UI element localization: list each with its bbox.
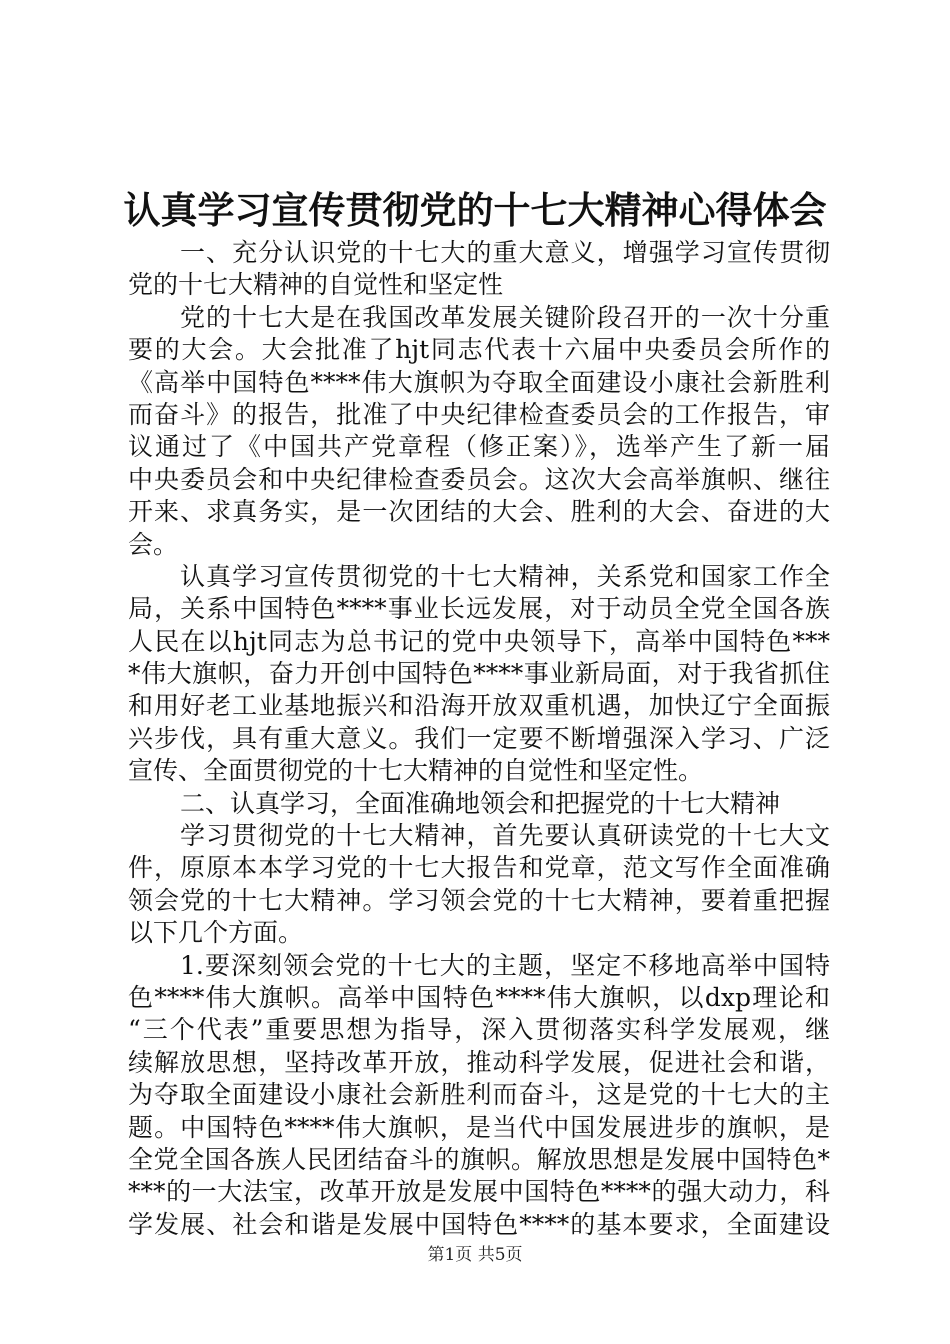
paragraph-line: *伟大旗帜，奋力开创中国特色****事业新局面，对于我省抓住 [128,659,830,689]
paragraph-line: 全党全国各族人民团结奋斗的旗帜。解放思想是发展中国特色* [128,1144,830,1174]
page-number: 第1页 共5页 [427,1245,523,1265]
paragraph-line: 为夺取全面建设小康社会新胜利而奋斗，这是党的十七大的主 [128,1080,830,1110]
document-body [128,237,830,1241]
paragraph-line: 《高举中国特色****伟大旗帜为夺取全面建设小康社会新胜利 [128,367,830,397]
paragraph-line: 和用好老工业基地振兴和沿海开放双重机遇，加快辽宁全面振 [128,691,830,721]
paragraph-line: 议通过了《中国共产党章程（修正案）》，选举产生了新一届 [128,432,830,462]
paragraph-line: 1.要深刻领会党的十七大的主题，坚定不移地高举中国特 [180,950,830,980]
paragraph-line: ***的一大法宝，改革开放是发展中国特色****的强大动力，科 [128,1177,830,1207]
paragraph-line: 宣传、全面贯彻党的十七大精神的自觉性和坚定性。 [128,756,704,786]
paragraph-line: 学习贯彻党的十七大精神，首先要认真研读党的十七大文 [180,821,830,851]
paragraph-line: 件，原原本本学习党的十七大报告和党章，范文写作全面准确 [128,853,830,883]
paragraph-line: 党的十七大精神的自觉性和坚定性 [128,270,504,300]
paragraph-line: 开来、求真务实，是一次团结的大会、胜利的大会、奋进的大 [128,497,830,527]
paragraph-line: 局，关系中国特色****事业长远发展，对于动员全党全国各族 [128,594,830,624]
section-heading: 二、认真学习，全面准确地领会和把握党的十七大精神 [180,788,781,818]
paragraph-line: 领会党的十七大精神。学习领会党的十七大精神，要着重把握 [128,885,830,915]
paragraph-line: 续解放思想，坚持改革开放，推动科学发展，促进社会和谐， [128,1047,830,1077]
paragraph-line: 以下几个方面。 [128,918,304,948]
paragraph-line: 要的大会。大会批准了hjt同志代表十六届中央委员会所作的 [128,335,830,365]
paragraph-line: “三个代表”重要思想为指导，深入贯彻落实科学发展观，继 [128,1015,830,1045]
paragraph-line: 兴步伐，具有重大意义。我们一定要不断增强深入学习、广泛 [128,723,830,753]
document-title: 认真学习宣传贯彻党的十七大精神心得体会 [123,188,827,232]
paragraph-line: 而奋斗》的报告，批准了中央纪律检查委员会的工作报告，审 [128,399,830,429]
paragraph-line: 人民在以hjt同志为总书记的党中央领导下，高举中国特色*** [128,626,830,656]
paragraph-line: 党的十七大是在我国改革发展关键阶段召开的一次十分重 [180,302,830,332]
paragraph-line: 会。 [128,529,179,559]
paragraph-line: 中央委员会和中央纪律检查委员会。这次大会高举旗帜、继往 [128,464,830,494]
paragraph-line: 学发展、社会和谐是发展中国特色****的基本要求，全面建设 [128,1209,830,1239]
paragraph-line: 题。中国特色****伟大旗帜，是当代中国发展进步的旗帜，是 [128,1112,830,1142]
paragraph-line: 认真学习宣传贯彻党的十七大精神，关系党和国家工作全 [180,561,830,591]
paragraph-line: 一、充分认识党的十七大的重大意义，增强学习宣传贯彻 [180,238,830,267]
paragraph-line: 色****伟大旗帜。高举中国特色****伟大旗帜，以dxp理论和 [128,982,830,1012]
